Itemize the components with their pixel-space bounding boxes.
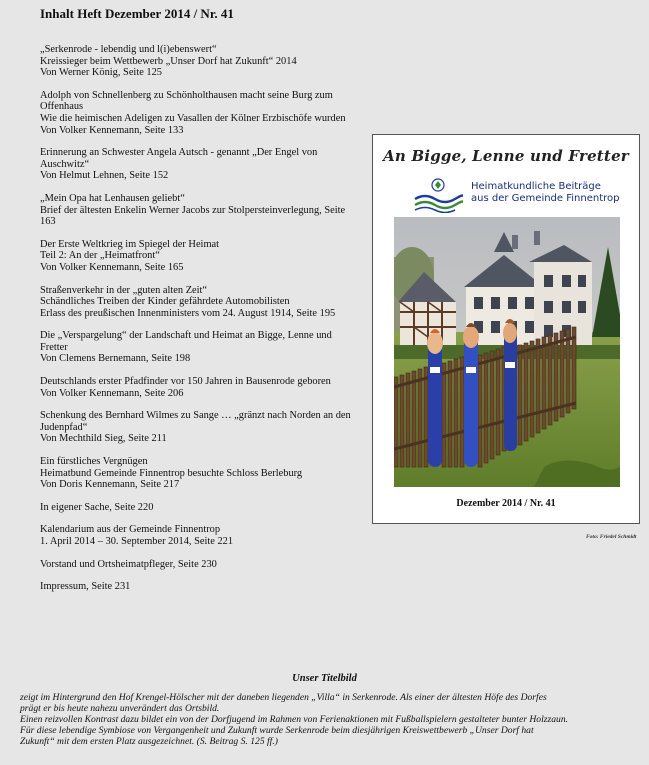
toc-entry bbox=[40, 90, 360, 136]
caption-heading: Unser Titelbild bbox=[292, 673, 357, 684]
toc-entry bbox=[40, 581, 360, 593]
toc-line: Der Erste Weltkrieg im Spiegel der Heimat bbox=[40, 238, 220, 250]
toc-line: Von Clemens Bernemann, Seite 198 bbox=[40, 353, 191, 365]
toc-entry bbox=[40, 559, 360, 571]
cover-issue: Dezember 2014 / Nr. 41 bbox=[456, 498, 556, 509]
toc-line: Ein fürstliches Vergnügen bbox=[40, 456, 148, 468]
caption-line: Einen reizvollen Kontrast dazu bildet ein von der Dorfjugend im Rahmen von Ferienaktionen mit Fußballspielern gestalteter bunter Holzzaun. bbox=[20, 714, 569, 725]
table-of-contents bbox=[40, 44, 360, 604]
toc-line: Die „Verspargelung“ der Landschaft und Heimat an Bigge, Lenne und Fretter bbox=[40, 330, 332, 353]
page-title: Inhalt Heft Dezember 2014 / Nr. 41 bbox=[40, 6, 234, 21]
cover-subtitle bbox=[471, 181, 619, 205]
photo-credit: Foto: Friedel Schmidt bbox=[586, 534, 637, 540]
caption-line: Zukunft“ mit dem ersten Platz ausgezeichnet. (S. Beitrag S. 125 ff.) bbox=[20, 736, 278, 747]
toc-line: Von Helmut Lehnen, Seite 152 bbox=[40, 170, 169, 182]
toc-line: Erinnerung an Schwester Angela Autsch - genannt „Der Engel von Auschwitz“ bbox=[40, 147, 318, 170]
cover-title: An Bigge, Lenne und Fretter bbox=[383, 147, 629, 165]
toc-entry bbox=[40, 330, 360, 365]
toc-line: Von Volker Kennemann, Seite 165 bbox=[40, 261, 184, 273]
toc-line: Brief der ältesten Enkelin Werner Jacobs zur Stolpersteinverlegung, Seite 163 bbox=[40, 204, 346, 228]
toc-line: Vorstand und Ortsheimatpfleger, Seite 230 bbox=[40, 558, 217, 570]
toc-line: Von Volker Kennemann, Seite 133 bbox=[40, 124, 184, 136]
toc-line: Straßenverkehr in der „guten alten Zeit“ bbox=[40, 284, 208, 296]
toc-line: Kreissieger beim Wettbewerb „Unser Dorf hat Zukunft“ 2014 bbox=[40, 55, 297, 67]
caption-text bbox=[20, 692, 635, 747]
toc-entry bbox=[40, 193, 360, 228]
cover-subtitle-line: Heimatkundliche Beiträge bbox=[471, 181, 601, 192]
toc-entry bbox=[40, 285, 360, 320]
toc-line: Kalendarium aus der Gemeinde Finnentrop bbox=[40, 524, 221, 536]
toc-entry bbox=[40, 410, 360, 445]
toc-entry bbox=[40, 456, 360, 491]
toc-entry bbox=[40, 44, 360, 79]
caption-line: Für diese lebendige Symbiose von Vergangenheit und Zukunft wurde Serkenrode beim diesjährigen Kreiswettbewerb „Unser Dorf hat bbox=[20, 725, 534, 736]
magazine-cover bbox=[372, 134, 640, 524]
toc-line: Von Doris Kennemann, Seite 217 bbox=[40, 479, 180, 491]
caption-line: prägt er bis heute nahezu unverändert das Ortsbild. bbox=[20, 703, 220, 714]
caption-line: zeigt im Hintergrund den Hof Krengel-Hölscher mit der daneben liegenden „Villa“ in Serkenrode. Als einer der ältesten Höfe des Dorfes bbox=[20, 692, 547, 703]
toc-line: Von Volker Kennemann, Seite 206 bbox=[40, 387, 184, 399]
toc-line: Wie die heimischen Adeligen zu Vasallen der Kölner Erzbischöfe wurden bbox=[40, 112, 346, 124]
toc-line: Teil 2: An der „Heimatfront“ bbox=[40, 250, 160, 262]
toc-line: Schändliches Treiben der Kinder gefährdete Automobilisten bbox=[40, 296, 290, 308]
toc-line: Schenkung des Bernhard Wilmes zu Sange … „gränzt nach Norden an den Judenpfad“ bbox=[40, 410, 351, 433]
toc-line: Impressum, Seite 231 bbox=[40, 581, 131, 593]
cover-subtitle-line: aus der Gemeinde Finnentrop bbox=[471, 193, 620, 204]
toc-line: „Mein Opa hat Lenhausen geliebt“ bbox=[40, 192, 185, 204]
toc-line: 1. April 2014 – 30. September 2014, Seite 221 bbox=[40, 536, 234, 547]
toc-line: Adolph von Schnellenberg zu Schönholthausen macht seine Burg zum Offenhaus bbox=[40, 89, 333, 113]
toc-line: Von Werner König, Seite 125 bbox=[40, 67, 163, 79]
toc-line: Erlass des preußischen Innenministers vom 24. August 1914, Seite 195 bbox=[40, 307, 336, 319]
toc-line: In eigener Sache, Seite 220 bbox=[40, 501, 154, 513]
toc-line: Von Mechthild Sieg, Seite 211 bbox=[40, 433, 167, 445]
toc-line: Heimatbund Gemeinde Finnentrop besuchte Schloss Berleburg bbox=[40, 467, 303, 479]
toc-entry bbox=[40, 524, 360, 547]
cover-photo-house-and-fence bbox=[394, 217, 620, 487]
toc-entry bbox=[40, 502, 360, 514]
toc-line: Deutschlands erster Pfadfinder vor 150 Jahren in Bausenrode geboren bbox=[40, 376, 331, 388]
toc-entry bbox=[40, 147, 360, 182]
toc-entry bbox=[40, 239, 360, 274]
wave-logo-icon bbox=[413, 177, 463, 213]
toc-line: „Serkenrode - lebendig und l(i)ebenswert“ bbox=[40, 44, 217, 55]
toc-entry bbox=[40, 376, 360, 399]
